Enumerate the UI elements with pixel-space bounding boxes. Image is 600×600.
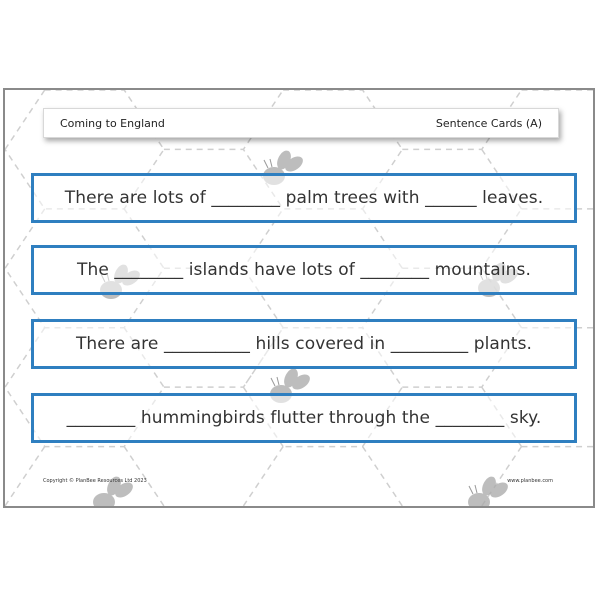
header-title-left: Coming to England: [60, 116, 165, 130]
bee-icon: [465, 476, 509, 508]
header-bar: [43, 108, 559, 138]
sentence-text: The ________ islands have lots of ________ mountains.: [77, 260, 531, 280]
sentence-card: [31, 393, 577, 443]
sentence-card: [31, 319, 577, 369]
sentence-card: [31, 245, 577, 295]
sentence-text: There are __________ hills covered in _________ plants.: [75, 334, 533, 354]
copyright-text: Copyright © PlanBee Resources Ltd 2023: [43, 478, 147, 484]
sentence-text: There are lots of ________ palm trees with ______ leaves.: [64, 188, 544, 208]
website-text: www.planbee.com: [507, 478, 553, 484]
worksheet-page: [3, 88, 595, 508]
sentence-text: ________ hummingbirds flutter through the ________ sky.: [66, 408, 542, 428]
sentence-card: [31, 173, 577, 223]
header-title-right: Sentence Cards (A): [435, 116, 542, 130]
